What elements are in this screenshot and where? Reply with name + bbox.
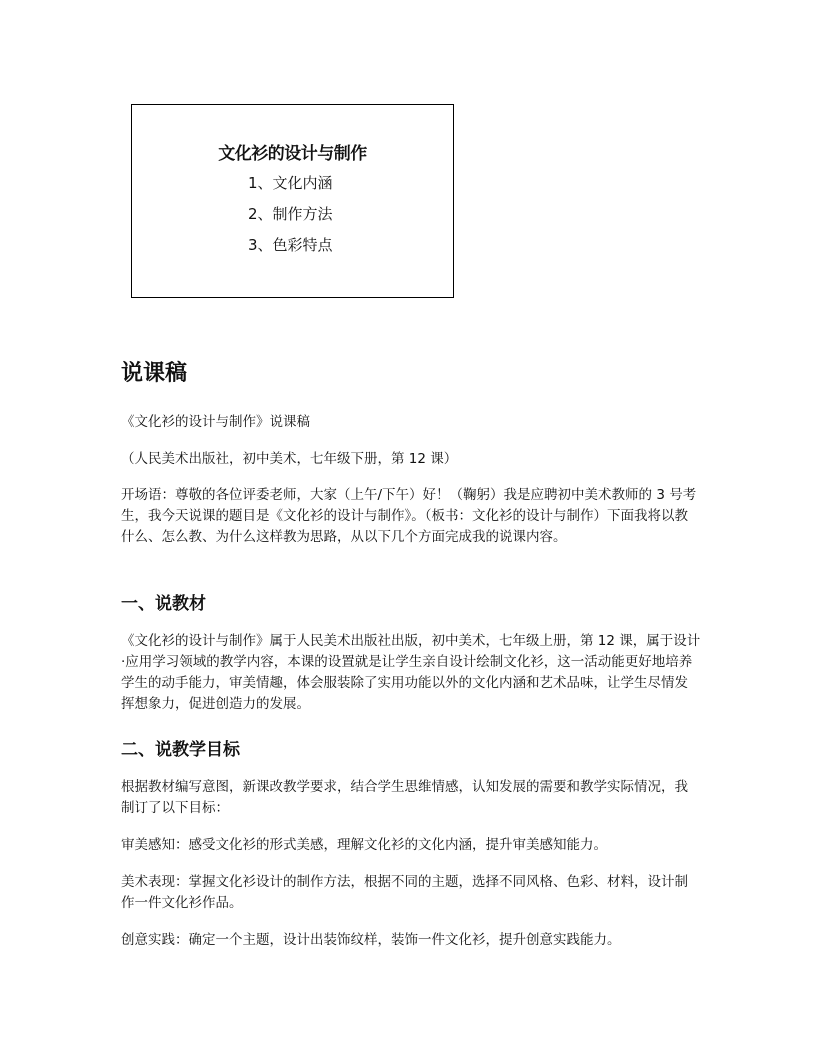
board-item: 1、文化内涵 bbox=[248, 174, 333, 192]
section-heading-goals: 二、说教学目标 bbox=[121, 740, 240, 760]
blackboard-outline bbox=[131, 104, 454, 298]
lesson-title: 《文化衫的设计与制作》说课稿 bbox=[121, 414, 310, 430]
textbook-paragraph: 《文化衫的设计与制作》属于人民美术出版社出版，初中美术，七年级上册，第 12 课，属于设计·应用学习领域的教学内容，本课的设置就是让学生亲自设计绘制文化衫，这一活动能更好地培养学生的动手能力，审美情趣，体会服装除了实用功能以外的文化内涵和艺术品味，让学生尽情发挥想象力，促进创造力的发展。 bbox=[121, 633, 701, 712]
goal-aesthetic-perception: 审美感知：感受文化衫的形式美感，理解文化衫的文化内涵，提升审美感知能力。 bbox=[121, 837, 607, 853]
board-outline-list bbox=[248, 173, 333, 266]
opening-paragraph: 开场语：尊敬的各位评委老师，大家（上午/下午）好！（鞠躬）我是应聘初中美术教师的 3 号考生，我今天说课的题目是《文化衫的设计与制作》。（板书：文化衫的设计与制作）下面我将以教什么、怎么教、为什么这样教为思路，从以下几个方面完成我的说课内容。 bbox=[121, 487, 697, 545]
page-title: 说课稿 bbox=[121, 361, 188, 386]
goal-artistic-expression: 美术表现：掌握文化衫设计的制作方法，根据不同的主题，选择不同风格、色彩、材料，设计制作一件文化衫作品。 bbox=[121, 874, 688, 911]
board-item: 3、色彩特点 bbox=[248, 236, 333, 254]
board-title: 文化衫的设计与制作 bbox=[218, 144, 367, 164]
section-heading-textbook: 一、说教材 bbox=[121, 594, 206, 614]
goals-intro-paragraph: 根据教材编写意图，新课改教学要求，结合学生思维情感，认知发展的需要和教学实际情况，我制订了以下目标： bbox=[121, 779, 688, 816]
goal-creative-practice: 创意实践：确定一个主题，设计出装饰纹样，装饰一件文化衫，提升创意实践能力。 bbox=[121, 932, 621, 948]
lesson-source: （人民美术出版社，初中美术，七年级下册，第 12 课） bbox=[121, 451, 458, 467]
board-item: 2、制作方法 bbox=[248, 205, 333, 223]
